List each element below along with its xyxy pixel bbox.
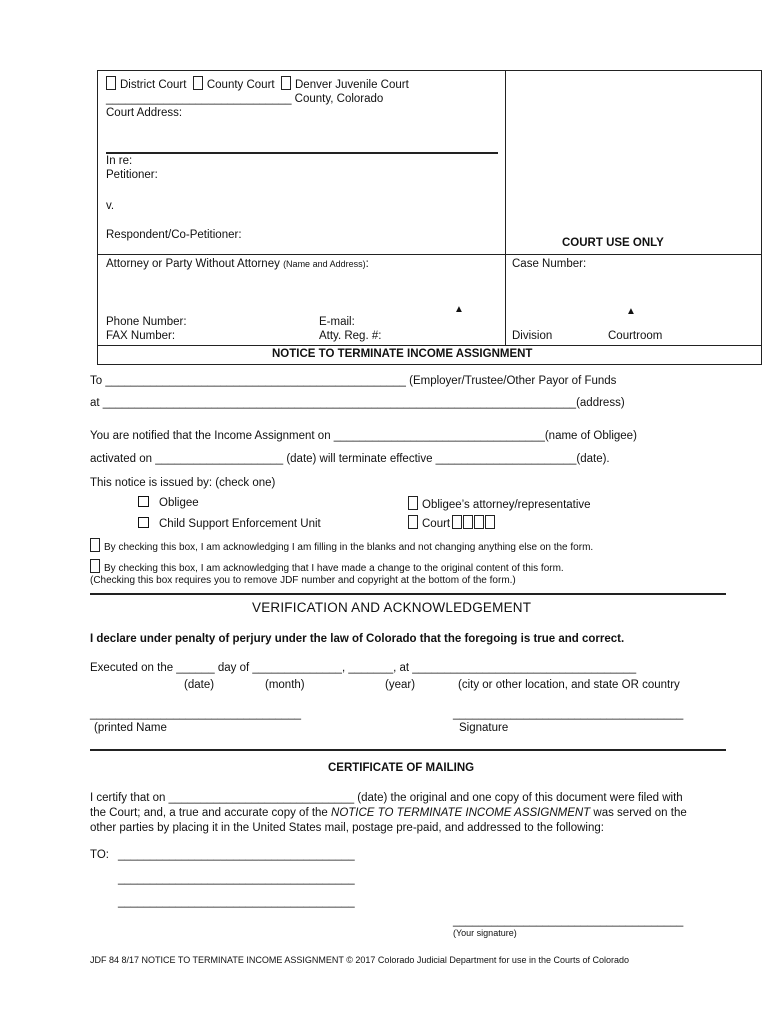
caption-box	[97, 70, 762, 365]
caption-row-line	[97, 254, 761, 255]
arrow-up-icon: ▲	[454, 304, 464, 315]
verification-heading: VERIFICATION AND ACKNOWLEDGEMENT	[252, 600, 532, 615]
cseu-label: Child Support Enforcement Unit	[159, 518, 321, 530]
court-checkbox[interactable]	[408, 515, 418, 529]
ack-no-change[interactable]	[90, 538, 593, 553]
obligee-name-field[interactable]: You are notified that the Income Assignment on _________________________________(name of Obligee)	[90, 430, 637, 442]
city-caption: (city or other location, and state OR country	[458, 679, 680, 691]
caption-title-line	[97, 345, 761, 346]
recipient-line[interactable]: _____________________________________	[118, 849, 355, 861]
issuer-option-cseu[interactable]	[138, 517, 321, 530]
email-label: E-mail:	[319, 316, 355, 328]
ack-changed-note: (Checking this box requires you to remove JDF number and copyright at the bottom of the form.)	[90, 575, 516, 586]
your-signature-label: (Your signature)	[453, 928, 517, 938]
ack-changed[interactable]	[90, 559, 564, 574]
ack-changed-checkbox[interactable]	[90, 559, 100, 573]
section-separator	[90, 749, 726, 751]
to-employer-field[interactable]: To _______________________________________________ (Employer/Trustee/Other Payor of Funds	[90, 375, 617, 387]
form-footer: JDF 84 8/17 NOTICE TO TERMINATE INCOME ASSIGNMENT © 2017 Colorado Judicial Department for use in the Courts of Colorado	[90, 955, 630, 965]
signature-field[interactable]: ____________________________________	[453, 708, 684, 720]
form-title: NOTICE TO TERMINATE INCOME ASSIGNMENT	[272, 348, 533, 360]
court-option-label: Court	[422, 518, 451, 530]
denver-juvenile-court-label: Denver Juvenile Court	[295, 79, 409, 91]
ack-no-change-label: By checking this box, I am acknowledging I am filling in the blanks and not changing anything else on the form.	[104, 542, 594, 553]
attorney-label-colon: :	[365, 258, 369, 270]
issued-by-label: This notice is issued by: (check one)	[90, 477, 276, 489]
caption-divider	[505, 70, 506, 345]
printed-name-field[interactable]: _________________________________	[90, 708, 302, 720]
your-signature-field[interactable]: ____________________________________	[453, 915, 684, 927]
attorney-label-text: Attorney or Party Without Attorney	[106, 258, 280, 270]
case-number-label: Case Number:	[512, 258, 587, 270]
county-court-label: County Court	[206, 79, 275, 91]
ack-no-change-checkbox[interactable]	[90, 538, 100, 552]
ack-changed-label: By checking this box, I am acknowledging that I have made a change to the original content of this form.	[104, 563, 564, 574]
form-name-italic: NOTICE TO TERMINATE INCOME ASSIGNMENT	[331, 807, 591, 819]
issuer-option-court[interactable]	[408, 515, 495, 530]
to-label: TO:	[90, 849, 109, 861]
date-caption: (date)	[184, 679, 215, 691]
attorney-option-label: Obligee’s attorney/representative	[422, 499, 591, 511]
county-court-checkbox[interactable]	[193, 76, 203, 90]
courtroom-label: Courtroom	[608, 330, 663, 342]
fax-label: FAX Number:	[106, 330, 176, 342]
issuer-option-attorney[interactable]	[408, 496, 591, 511]
atty-reg-label: Atty. Reg. #:	[319, 330, 382, 342]
district-court-checkbox[interactable]	[106, 76, 116, 90]
denver-juvenile-court-checkbox[interactable]	[281, 76, 291, 90]
address-field[interactable]: at __________________________________________________________________________(address)	[90, 397, 625, 409]
year-caption: (year)	[385, 679, 416, 691]
mailing-line-2: the Court; and, a true and accurate copy of the NOTICE TO TERMINATE INCOME ASSIGNMENT was served on the	[90, 807, 687, 819]
cseu-checkbox[interactable]	[138, 517, 149, 528]
recipient-line[interactable]: _____________________________________	[118, 896, 355, 908]
executed-field[interactable]: Executed on the ______ day of ______________, _______, at ___________________________________	[90, 662, 637, 674]
activation-dates-field[interactable]: activated on ____________________ (date) will terminate effective ______________________(date).	[90, 453, 610, 465]
mailing-line-3: other parties by placing it in the United States mail, postage pre-paid, and addressed to the following:	[90, 822, 604, 834]
obligee-label: Obligee	[159, 497, 199, 509]
arrow-up-icon: ▲	[626, 306, 636, 317]
mailing-heading: CERTIFICATE OF MAILING	[328, 762, 475, 774]
phone-label: Phone Number:	[106, 316, 187, 328]
versus-label: v.	[106, 200, 115, 212]
month-caption: (month)	[265, 679, 305, 691]
division-label: Division	[512, 330, 553, 342]
mailing-date-field[interactable]: I certify that on _____________________________ (date) the original and one copy of this document were filed with	[90, 792, 683, 804]
printed-name-label: (printed Name	[94, 722, 167, 734]
obligee-checkbox[interactable]	[138, 496, 149, 507]
signature-label: Signature	[459, 722, 509, 734]
attorney-checkbox[interactable]	[408, 496, 418, 510]
court-address-label: Court Address:	[106, 107, 183, 119]
petitioner-label: Petitioner:	[106, 169, 158, 181]
county-field[interactable]: _____________________________ County, Colorado	[106, 93, 384, 105]
issuer-option-obligee[interactable]	[138, 496, 199, 509]
court-use-only-label: COURT USE ONLY	[562, 237, 664, 249]
attorney-label	[106, 258, 369, 270]
court-type-options	[106, 76, 409, 91]
district-court-label: District Court	[120, 79, 187, 91]
in-re-label: In re:	[106, 155, 133, 167]
attorney-label-note: (Name and Address)	[283, 259, 366, 269]
court-address-line	[106, 152, 498, 154]
declaration-text: I declare under penalty of perjury under the law of Colorado that the foregoing is true and correct.	[90, 633, 625, 645]
section-separator	[90, 593, 726, 595]
recipient-line[interactable]: _____________________________________	[118, 873, 355, 885]
respondent-label: Respondent/Co-Petitioner:	[106, 229, 242, 241]
